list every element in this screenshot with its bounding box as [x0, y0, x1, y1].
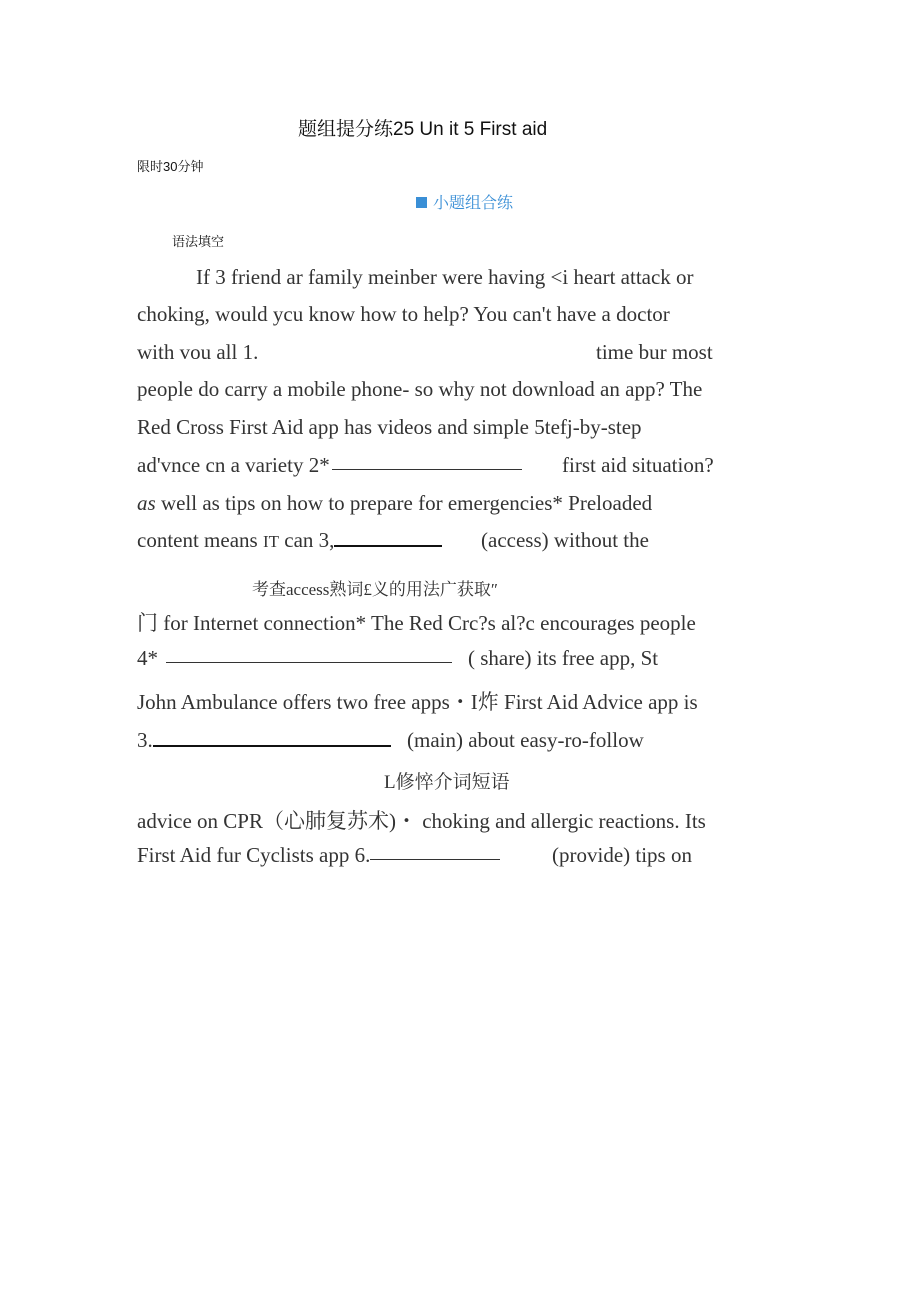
passage-text: content means	[137, 528, 263, 552]
passage-line-9: 门 for Internet connection* The Red Crc?s al?c encourages people	[137, 611, 696, 635]
passage-text: with vou all 1.	[137, 340, 259, 364]
passage-line-14-end: (provide) tips on	[552, 843, 692, 867]
passage-text-italic: as	[137, 491, 156, 515]
passage-text: can 3,	[279, 528, 335, 552]
subsection-heading: 语法填空	[172, 235, 225, 250]
passage-text: 4*	[137, 646, 158, 670]
answer-blank-3[interactable]	[334, 544, 442, 547]
passage-line-3	[137, 340, 258, 365]
passage-line-3-end: time bur most	[596, 340, 713, 364]
passage-line-8	[137, 528, 442, 553]
passage-line-8-end: (access) without the	[481, 528, 649, 552]
annotation-note-1: 考查access熟词£义的用法广获取″	[252, 580, 498, 599]
time-limit: 限时30分钟	[137, 159, 204, 174]
passage-line-7	[137, 491, 652, 516]
passage-line-10-end: ( share) its free app, St	[468, 646, 659, 670]
passage-line-12	[137, 728, 391, 753]
passage-line-5: Red Cross First Aid app has videos and simple 5tefj-by-step	[137, 415, 642, 439]
passage-line-1: If 3 friend ar family meinber were having <i heart attack or	[196, 265, 694, 289]
answer-blank-2[interactable]	[332, 468, 522, 470]
passage-line-13: advice on CPR（心肺复苏术)・ choking and allergic reactions. Its	[137, 809, 706, 833]
passage-line-11: John Ambulance offers two free apps・I炸 First Aid Advice app is	[137, 690, 698, 714]
passage-line-12-end: (main) about easy-ro-follow	[407, 728, 644, 752]
passage-line-10	[137, 646, 452, 671]
passage-line-6	[137, 453, 522, 478]
passage-line-6-end: first aid situation?	[562, 453, 714, 477]
passage-line-14	[137, 843, 500, 868]
answer-blank-5[interactable]	[153, 744, 391, 747]
passage-text: ad'vnce cn a variety 2*	[137, 453, 330, 477]
passage-text: IT	[262, 532, 280, 551]
worksheet-title: 题组提分练25 Un it 5 First aid	[298, 119, 548, 140]
annotation-note-2: L修悴介词短语	[384, 772, 510, 793]
answer-blank-6[interactable]	[370, 858, 500, 860]
section-heading	[416, 190, 513, 213]
square-bullet-icon	[416, 197, 427, 208]
answer-blank-4[interactable]	[166, 661, 452, 663]
passage-line-2: choking, would ycu know how to help? You can't have a doctor	[137, 302, 670, 326]
passage-line-4: people do carry a mobile phone- so why not download an app? The	[137, 377, 703, 401]
passage-text: 3.	[137, 728, 153, 752]
passage-text: well as tips on how to prepare for emergencies* Preloaded	[155, 491, 653, 515]
section-heading-label: 小题组合练	[433, 193, 514, 212]
passage-text: First Aid fur Cyclists app 6.	[137, 843, 371, 867]
